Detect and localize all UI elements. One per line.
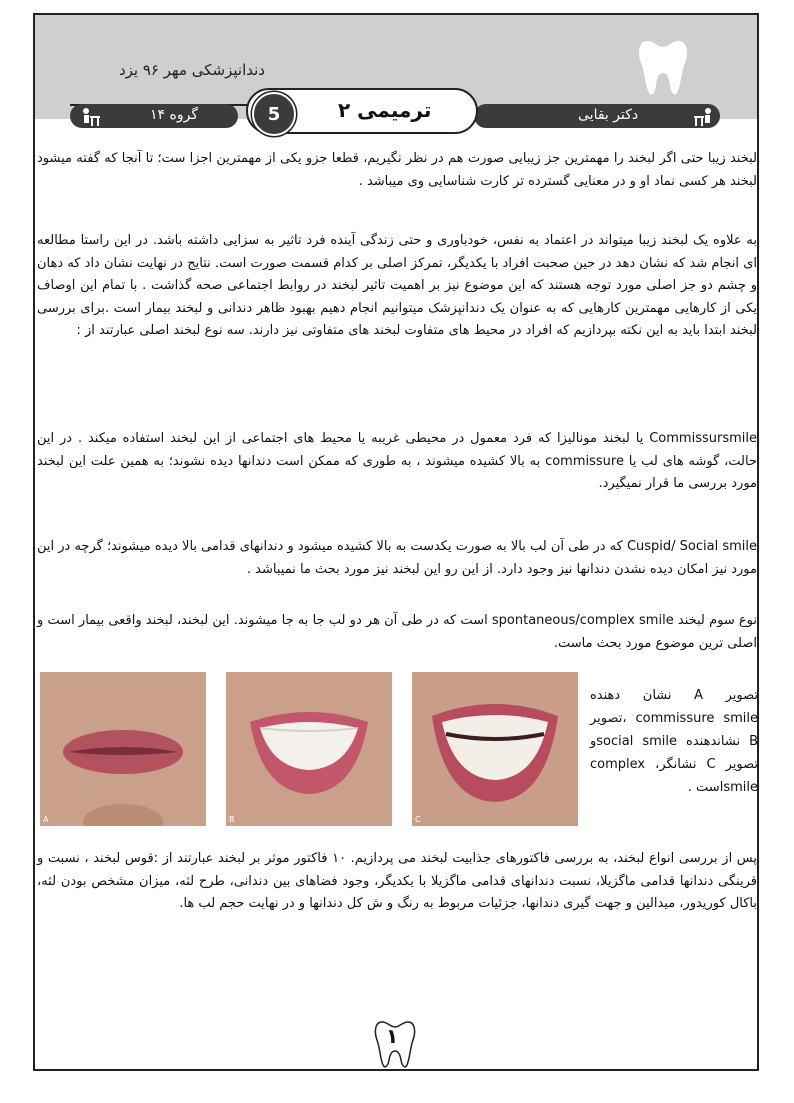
- desk-person-icon: [80, 106, 102, 128]
- photo-caption: تصویر A نشان دهنده commissure smile ،تصویر B نشاندهنده social smileو تصویر C نشانگر، complex smileاست .: [590, 688, 759, 795]
- paragraph-commissure-smile: Commissursmile یا لبخند مونالیزا که فرد معمول در محیطی غریبه یا محیط های اجتماعی از این لبخند استفاده میکند . در این حالت، گوشه های لب یا commissure به بالا کشیده میشوند ، به طوری که ممکن است دندانها دیده نشوند؛ به همین علت این لبخند مورد بررسی ما قرار نمیگیرد.: [37, 431, 757, 491]
- paragraph-complex-smile: نوع سوم لبخند spontaneous/complex smile است که در طی آن هر دو لب جا به جا میشوند. این لبخند، لبخند واقعی بیمار است و اصلی ترین موضوع مورد بحث ماست.: [37, 613, 758, 651]
- topic-title: ترمیمی ۲: [338, 98, 432, 122]
- photo-commissure-smile: [40, 672, 206, 826]
- paragraph-smile-factors: پس از بررسی انواع لبخند، به بررسی فاکتورهای جذابیت لبخند می پردازیم. ۱۰ فاکتور موثر بر لبخند عبارتند از :قوس لبخند ، نسبت و قرینگی دندانها قدامی ماگزیلا، نسبت دندانهای قدامی ماگزیلا با یکدیگر، وجود فضاهای بین دندانی، طرح لثه، میزان مشخص بودن لثه، باکال کوریدور، میدالین و جهت گیری دندانها، جزئیات مربوط به رنگ و ش کل دندانها و در نهایت حجم لب ها.: [37, 851, 757, 911]
- group-label: گروه ۱۴: [150, 107, 198, 123]
- tooth-logo-icon: [637, 35, 689, 97]
- paragraph-importance: به علاوه یک لبخند زیبا میتواند در اعتماد به نفس، خودباوری و حتی زندگی آینده فرد تاثیر به سزایی داشته باشد. در این راستا مطالعه ای انجام شد که نشان دهد در حین صحبت افراد با یکدیگر، تمرکز اصلی بر کدام قسمت صورت است. نتایج در نهایت نشان داد که دهان و چشم دو جز اصلی مورد توجه هستند که این موضوع نیز بر اهمیت تاثیر لبخند در روابط اجتماعی صحه گذاشت . با تمام این اوصاف یکی از کارهایی مهمترین کارهایی که به عنوان یک دندانپزشک میتوانیم انجام دهیم بهبود ظاهر دندانی و لبخند بیمار است .برای بررسی لبخند ابتدا باید به این نکته بپردازیم که افراد در محیط های متفاوت لبخند های متفاوتی نیز دارند. سه نوع لبخند اصلی عبارتند از :: [37, 233, 757, 338]
- paragraph-intro: لبخند زیبا حتی اگر لبخند را مهمترین جز زیبایی صورت هم در نظر نگیریم، قطعا جزو یکی از مهمترین اجزا ست؛ تا آنجا که گفته میشود لبخند هر کسی نماد او و در معنایی گسترده تر کارت شناسایی وی میباشد .: [37, 151, 757, 189]
- session-number-badge: 5: [252, 92, 296, 136]
- site-title: دندانپزشکی مهر ۹۶ یزد: [118, 61, 265, 79]
- photo-complex-smile: [412, 672, 578, 826]
- author-label: دکتر بقایی: [578, 107, 639, 123]
- paragraph-social-smile: Cuspid/ Social smile که در طی آن لب بالا به صورت یکدست به بالا کشیده میشود و دندانهای قدامی بالا دیده میشوند؛ گرچه در این مورد نیز امکان دیده نشدن دندانها نیز وجود دارد. از این رو این لبخند نیز مورد بحث ما نمیباشد .: [37, 539, 757, 577]
- photo-social-smile: [226, 672, 392, 826]
- page-number: ۱: [386, 1024, 399, 1048]
- desk-person-icon: [692, 106, 714, 128]
- photo-label: B: [229, 815, 235, 824]
- photo-label: A: [43, 815, 49, 824]
- photo-label: C: [415, 815, 421, 824]
